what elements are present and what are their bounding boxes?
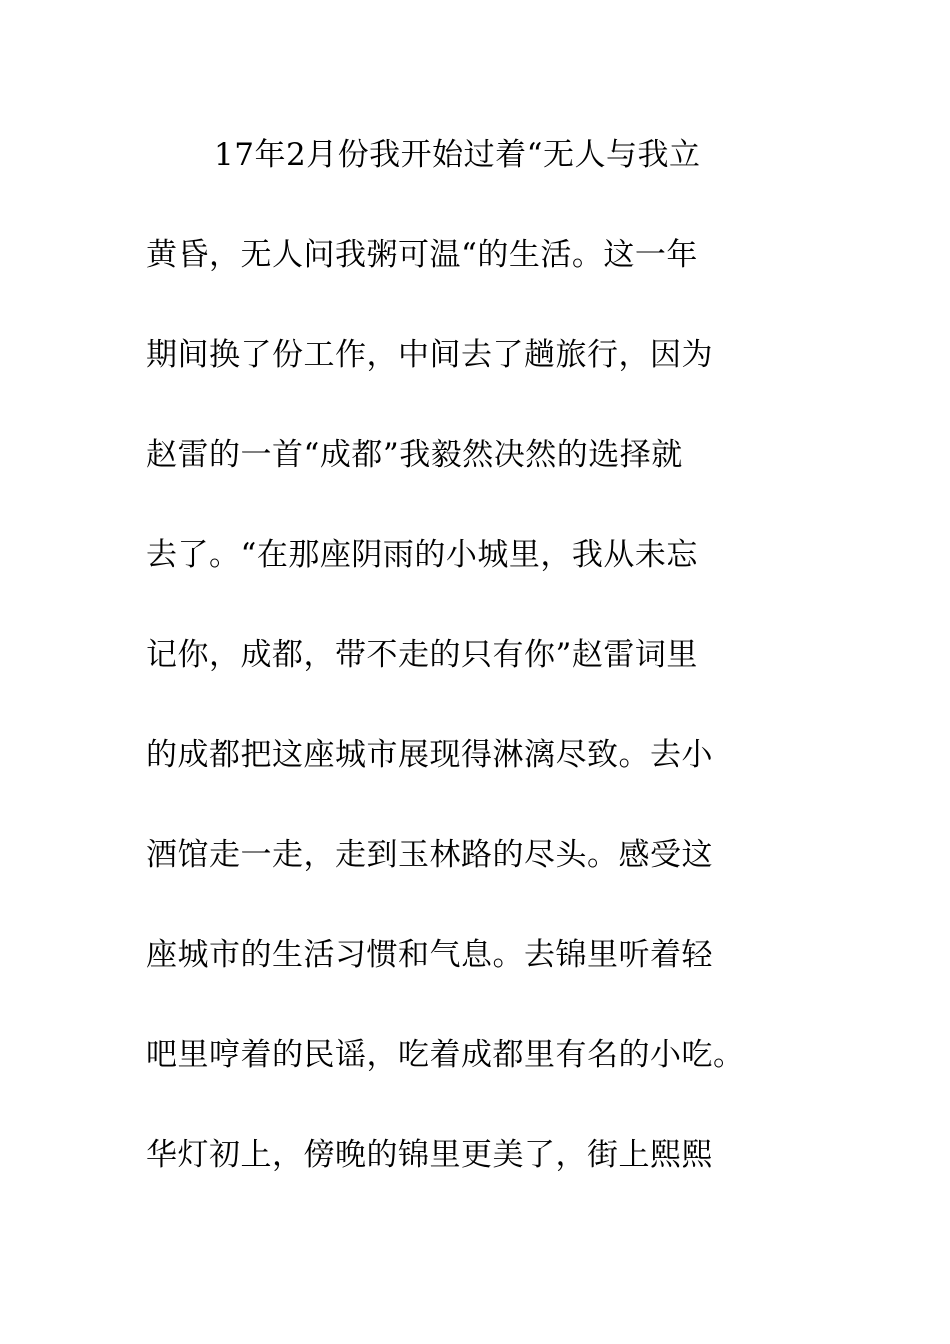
text-line-6: 记你，成都，带不走的只有你”赵雷词里: [146, 637, 698, 673]
body-paragraph: [146, 130, 826, 1230]
text-line-10: 吧里哼着的民谣，吃着成都里有名的小吃。: [146, 1037, 745, 1073]
text-line-9: 座城市的生活习惯和气息。去锦里听着轻: [146, 937, 713, 973]
text-line-4: 赵雷的一首“成都”我毅然决然的选择就: [146, 437, 683, 473]
text-line-11: 华灯初上，傍晚的锦里更美了，街上熙熙: [146, 1137, 713, 1173]
text-line-1: 17年2月份我开始过着“无人与我立: [214, 137, 701, 173]
text-line-5: 去了。“在那座阴雨的小城里，我从未忘: [146, 537, 698, 573]
text-line-7: 的成都把这座城市展现得淋漓尽致。去小: [146, 737, 713, 773]
text-line-8: 酒馆走一走，走到玉林路的尽头。感受这: [146, 837, 713, 873]
text-line-3: 期间换了份工作，中间去了趟旅行，因为: [146, 337, 713, 373]
text-line-2: 黄昏，无人问我粥可温“的生活。这一年: [146, 237, 698, 273]
